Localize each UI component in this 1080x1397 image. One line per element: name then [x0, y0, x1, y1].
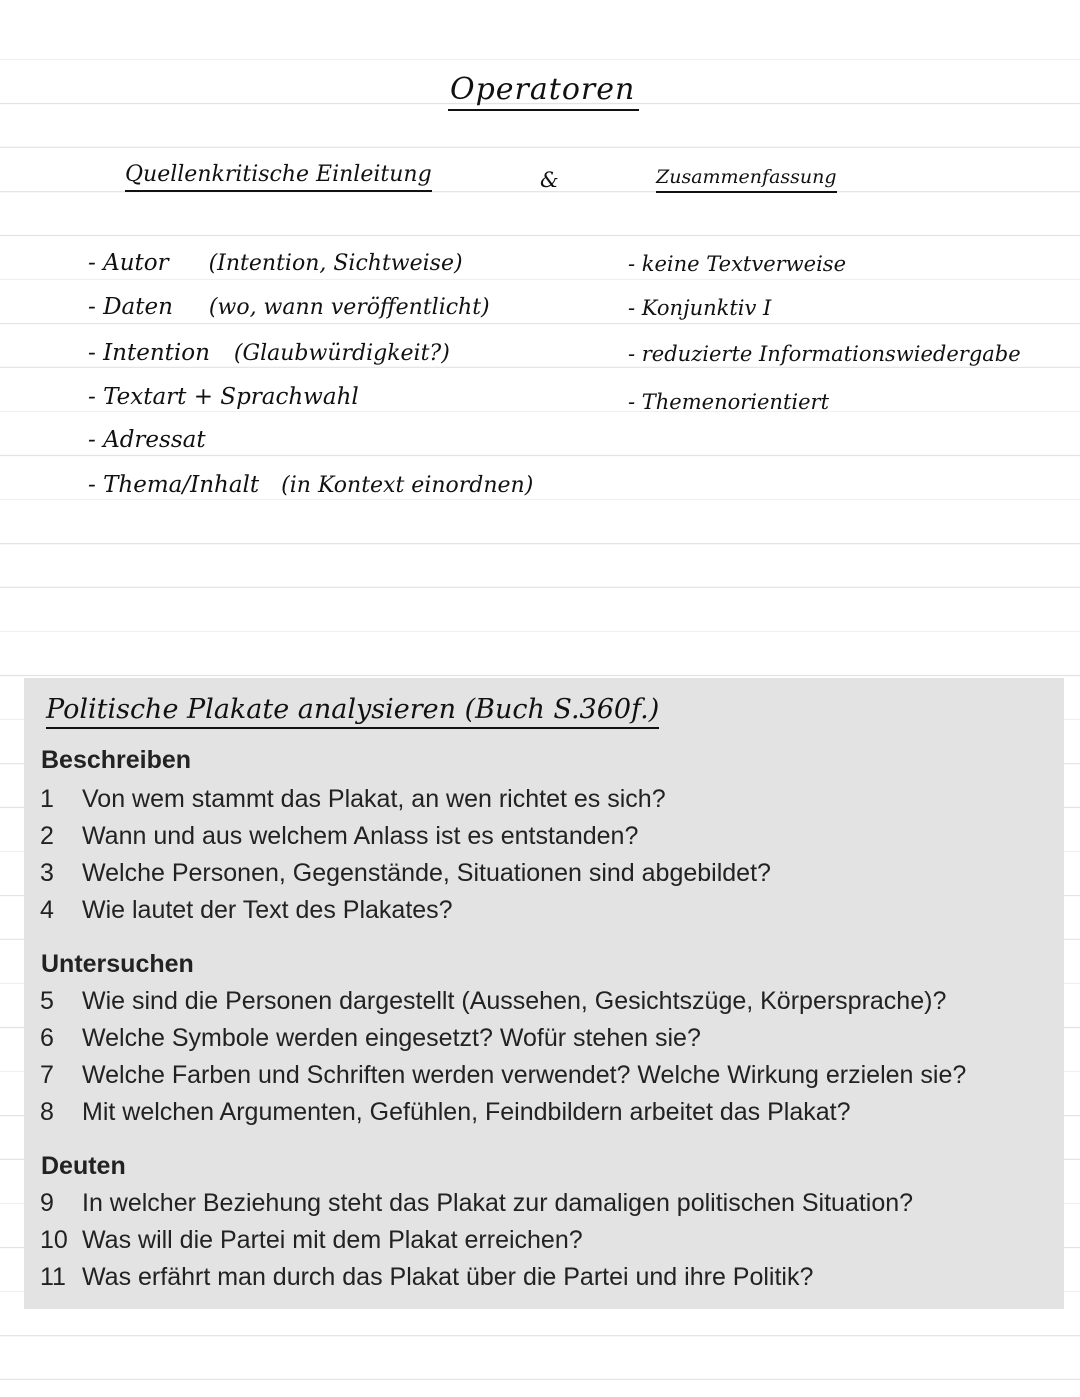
question-item: 9 In welcher Beziehung steht das Plakat zur damaligen politischen Situation?: [40, 1189, 914, 1217]
right-column-heading: Zusammenfassung: [656, 166, 837, 193]
poster-analysis-box: [24, 678, 1064, 1309]
question-item: 1 Von wem stammt das Plakat, an wen richtet es sich?: [40, 785, 666, 813]
ampersand: &: [540, 168, 559, 192]
list-item: - reduzierte Informationswiedergabe: [628, 342, 1021, 366]
list-item: - Textart + Sprachwahl: [88, 384, 359, 410]
left-column-heading: Quellenkritische Einleitung: [125, 162, 432, 192]
question-item: 4 Wie lautet der Text des Plakates?: [40, 896, 453, 924]
list-item: - keine Textverweise: [628, 252, 847, 276]
question-item: 8 Mit welchen Argumenten, Gefühlen, Feindbildern arbeitet das Plakat?: [40, 1098, 851, 1126]
question-item: 10 Was will die Partei mit dem Plakat erreichen?: [40, 1226, 583, 1254]
section-heading-untersuchen: Untersuchen: [41, 950, 194, 978]
question-item: 7 Welche Farben und Schriften werden verwendet? Welche Wirkung erzielen sie?: [40, 1061, 967, 1089]
list-item: - Intention (Glaubwürdigkeit?): [88, 340, 450, 366]
section-heading-deuten: Deuten: [41, 1152, 126, 1180]
list-item: - Autor (Intention, Sichtweise): [88, 250, 463, 276]
list-item: - Konjunktiv I: [628, 296, 772, 320]
question-item: 11 Was erfährt man durch das Plakat über die Partei und ihre Politik?: [40, 1263, 814, 1291]
section-heading-beschreiben: Beschreiben: [41, 746, 192, 774]
question-item: 6 Welche Symbole werden eingesetzt? Wofür stehen sie?: [40, 1024, 701, 1052]
question-item: 2 Wann und aus welchem Anlass ist es entstanden?: [40, 822, 639, 850]
question-item: 5 Wie sind die Personen dargestellt (Aussehen, Gesichtszüge, Körpersprache)?: [40, 987, 947, 1015]
list-item: - Thema/Inhalt (in Kontext einordnen): [88, 472, 534, 498]
box-title: Politische Plakate analysieren (Buch S.360f.): [46, 694, 659, 729]
list-item: - Adressat: [88, 427, 206, 453]
list-item: - Themenorientiert: [628, 390, 830, 414]
page-title: Operatoren: [448, 72, 639, 111]
question-item: 3 Welche Personen, Gegenstände, Situationen sind abgebildet?: [40, 859, 771, 887]
list-item: - Daten (wo, wann veröffentlicht): [88, 294, 490, 320]
